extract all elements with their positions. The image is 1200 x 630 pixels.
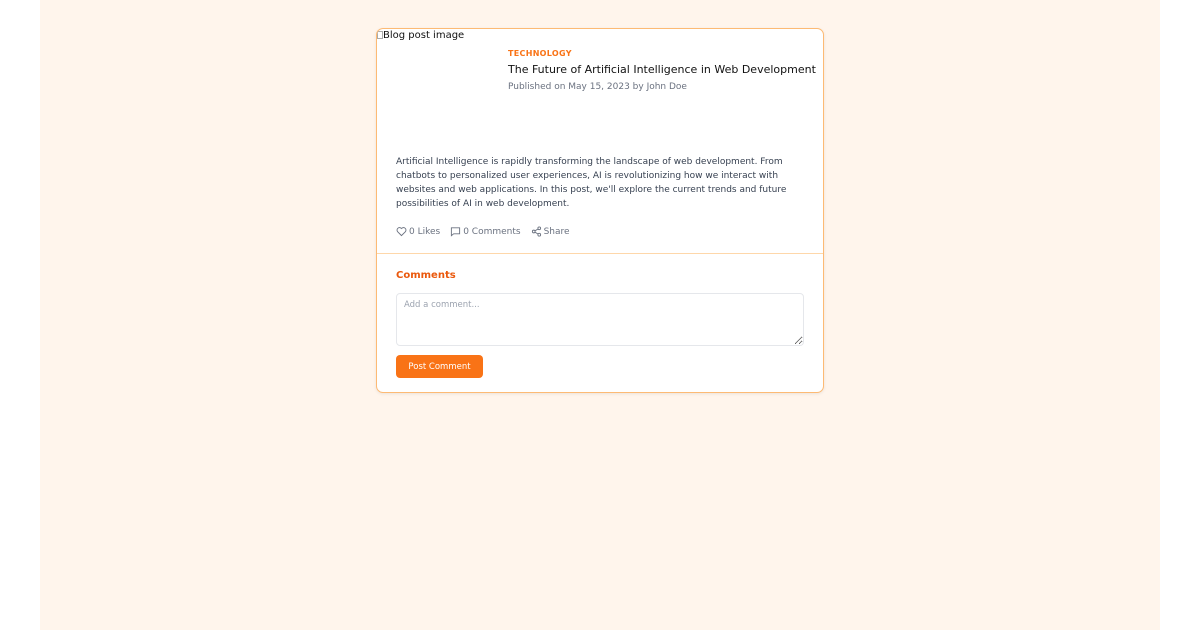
blog-post-card (376, 28, 824, 393)
post-category: TECHNOLOGY (508, 49, 572, 58)
heart-icon (396, 226, 407, 237)
like-button[interactable] (396, 226, 440, 237)
image-alt-text: Blog post image (383, 30, 465, 41)
likes-count: 0 Likes (409, 226, 441, 237)
share-button[interactable] (531, 226, 570, 237)
post-body: Artificial Intelligence is rapidly transforming the landscape of web development. From chatbots to personalized user experiences, AI is revolutionizing how we interact with websites and web applications. In this post, we'll explore the current trends and future possibilities of AI in web development. (396, 157, 787, 209)
post-title: The Future of Artificial Intelligence in Web Development (508, 63, 816, 76)
share-label: Share (543, 226, 570, 237)
blog-post-image (377, 29, 489, 141)
divider (377, 253, 823, 254)
comment-icon (450, 226, 461, 237)
comments-button[interactable] (450, 226, 520, 237)
comments-heading: Comments (396, 270, 456, 281)
post-published: Published on May 15, 2023 by John Doe (508, 82, 687, 92)
share-icon (531, 226, 542, 237)
comment-input[interactable] (396, 293, 804, 346)
comments-count: 0 Comments (463, 226, 521, 237)
post-comment-button[interactable]: Post Comment (396, 355, 483, 378)
